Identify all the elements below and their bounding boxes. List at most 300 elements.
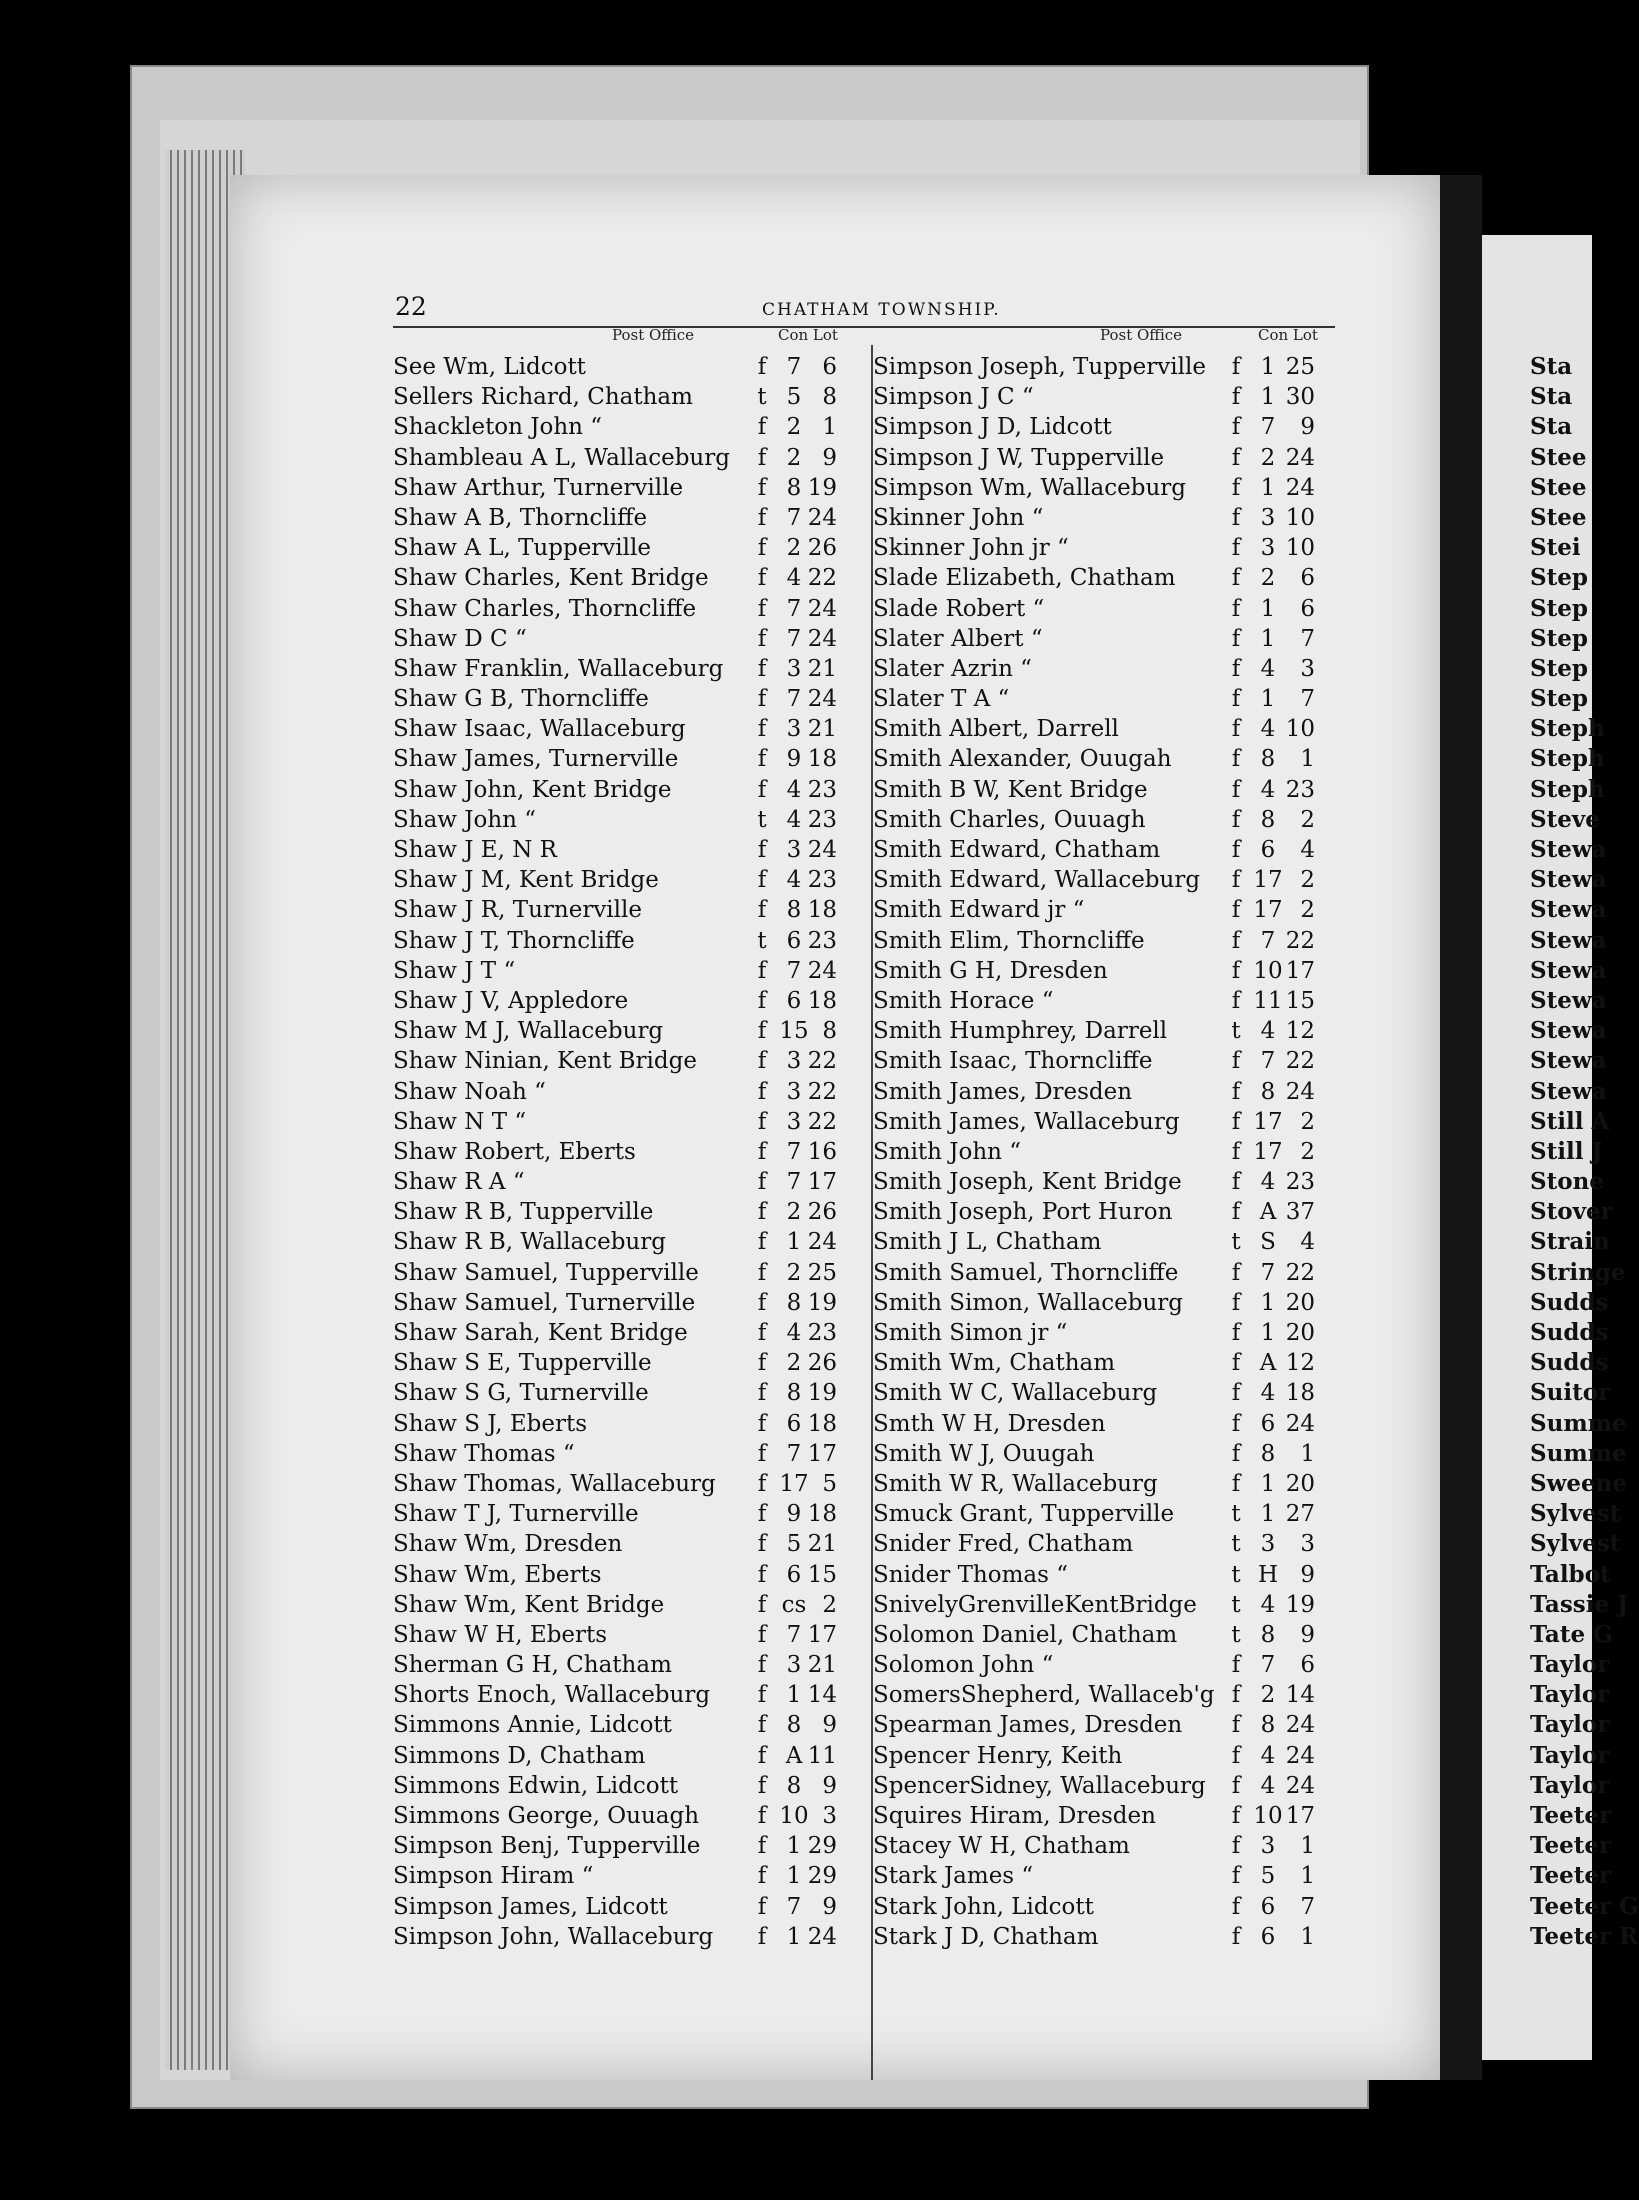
entry-lot: 24 (807, 595, 837, 622)
entry-lot: 20 (1285, 1470, 1315, 1497)
facing-page-fragment: Step (1530, 594, 1588, 622)
entry-lot: 11 (807, 1742, 837, 1769)
directory-entry (873, 1892, 1333, 1922)
facing-page-fragment: Taylor (1530, 1681, 1610, 1709)
entry-lot: 23 (807, 1320, 837, 1346)
entry-con: 2 (786, 1350, 802, 1377)
entry-con: 8 (1260, 1621, 1276, 1648)
entry-type: f (1231, 625, 1241, 652)
entry-name: Smith Simon, Wallaceburg (873, 1289, 1184, 1316)
entry-lot: 1 (1300, 1923, 1315, 1950)
directory-entry (873, 1077, 1333, 1107)
entry-lot: 22 (807, 1108, 837, 1135)
directory-entry (873, 684, 1333, 714)
entry-type: f (1231, 686, 1241, 713)
directory-entry (393, 1710, 871, 1740)
entry-con: 7 (786, 1138, 802, 1165)
entry-type: f (1231, 776, 1241, 803)
entry-name: Smith W J, Ouugah (873, 1440, 1095, 1467)
entry-name: Smith Joseph, Kent Bridge (873, 1169, 1182, 1196)
entry-con: 7 (1260, 1259, 1276, 1286)
entry-type: f (1231, 806, 1241, 833)
entry-name: Shaw Arthur, Turnerville (393, 474, 684, 501)
entry-con: 8 (1260, 806, 1276, 833)
entry-con: 15 (779, 1018, 809, 1045)
facing-page-fragment: Strain (1530, 1228, 1610, 1256)
entry-con: 7 (786, 1440, 802, 1467)
facing-page-fragment: Stewa (1530, 956, 1607, 984)
entry-type: t (757, 384, 767, 411)
facing-page-fragment: Stee (1530, 443, 1587, 471)
entry-type: f (1231, 1470, 1241, 1497)
directory-entry (873, 473, 1333, 503)
entry-name: Smith J L, Chatham (873, 1229, 1102, 1256)
directory-entry (393, 352, 871, 382)
entry-name: Shaw A B, Thorncliffe (393, 504, 648, 531)
entry-type: f (757, 1018, 767, 1045)
entry-type: f (757, 1803, 767, 1829)
entry-name: Sherman G H, Chatham (393, 1652, 672, 1679)
entry-lot: 21 (807, 1531, 837, 1558)
entry-name: Shaw Charles, Kent Bridge (393, 565, 709, 592)
entry-type: f (1231, 987, 1241, 1014)
directory-entry (873, 1318, 1333, 1348)
entry-lot: 25 (1285, 354, 1315, 380)
entry-con: 7 (1260, 927, 1276, 954)
entry-type: f (757, 1712, 767, 1739)
entry-lot: 26 (807, 535, 837, 562)
entry-lot: 12 (1285, 1018, 1315, 1045)
directory-entry (393, 1077, 871, 1107)
directory-entry (393, 1499, 871, 1529)
entry-con: 17 (1253, 867, 1283, 894)
entry-type: f (757, 987, 767, 1014)
facing-page-fragment: Step (1530, 624, 1588, 652)
directory-entry (393, 594, 871, 624)
entry-name: Shaw S G, Turnerville (393, 1380, 649, 1407)
entry-con: 4 (1260, 1772, 1276, 1799)
directory-entry (873, 1348, 1333, 1378)
entry-lot: 30 (1285, 384, 1315, 411)
entry-name: Smith Wm, Chatham (873, 1350, 1116, 1377)
entry-con: H (1257, 1561, 1279, 1588)
entry-type: f (757, 716, 767, 743)
entry-con: cs (781, 1591, 807, 1618)
entry-name: Shaw Thomas, Wallaceburg (393, 1470, 716, 1497)
entry-con: 3 (786, 716, 802, 743)
entry-type: f (757, 625, 767, 652)
entry-lot: 22 (1285, 927, 1315, 954)
directory-entry (873, 352, 1333, 382)
entry-con: 4 (1260, 1169, 1276, 1196)
entry-type: f (1231, 1289, 1241, 1316)
entry-con: 7 (1260, 414, 1276, 441)
directory-entry (873, 1227, 1333, 1257)
entry-type: f (757, 1108, 767, 1135)
entry-name: Shaw Robert, Eberts (393, 1138, 636, 1165)
entry-name: Smith Isaac, Thorncliffe (873, 1048, 1153, 1075)
entry-con: 1 (1260, 595, 1276, 622)
entry-type: t (1231, 1621, 1241, 1648)
entry-lot: 18 (807, 1410, 837, 1437)
entry-name: Simpson J C “ (873, 384, 1034, 411)
entry-type: f (1231, 1863, 1241, 1890)
entry-type: t (1231, 1561, 1241, 1588)
facing-page-fragment: Sta (1530, 383, 1573, 411)
directory-entry (873, 1771, 1333, 1801)
entry-lot: 2 (1300, 867, 1315, 894)
entry-type: f (757, 1531, 767, 1558)
entry-con: 17 (779, 1470, 809, 1497)
entry-name: Shaw T J, Turnerville (393, 1501, 639, 1528)
directory-entry (393, 1560, 871, 1590)
entry-lot: 21 (807, 1652, 837, 1679)
directory-entry (873, 744, 1333, 774)
directory-entry (393, 714, 871, 744)
facing-page-fragment: Tate G (1530, 1620, 1613, 1648)
directory-entry (393, 1137, 871, 1167)
entry-lot: 6 (1300, 1652, 1315, 1679)
directory-entry (393, 382, 871, 412)
entry-type: f (757, 474, 767, 501)
entry-lot: 19 (1285, 1591, 1315, 1618)
entry-type: t (1231, 1501, 1241, 1528)
entry-con: 1 (786, 1833, 802, 1860)
facing-page-fragment: Teeter (1530, 1832, 1612, 1860)
entry-lot: 23 (807, 806, 837, 833)
entry-lot: 23 (1285, 1169, 1315, 1196)
entry-type: f (757, 1621, 767, 1648)
directory-entry (873, 1922, 1333, 1952)
directory-entry (393, 563, 871, 593)
entry-type: t (1231, 1591, 1241, 1618)
entry-type: f (1231, 384, 1241, 411)
entry-lot: 14 (1285, 1682, 1315, 1709)
entry-type: f (1231, 354, 1241, 380)
entry-lot: 2 (1300, 1108, 1315, 1135)
entry-con: 6 (786, 987, 802, 1014)
entry-con: 17 (1253, 1138, 1283, 1165)
entry-con: 1 (786, 1863, 802, 1890)
facing-page-fragment: Taylor (1530, 1651, 1610, 1679)
entry-type: f (757, 837, 767, 863)
entry-lot: 18 (1285, 1380, 1315, 1407)
directory-entry (873, 775, 1333, 805)
entry-lot: 2 (1300, 806, 1315, 833)
facing-page-fragment: Sylvest (1530, 1500, 1621, 1528)
directory-entry (873, 412, 1333, 442)
entry-type: t (757, 806, 767, 833)
entry-lot: 10 (1285, 504, 1315, 531)
entry-con: 7 (786, 504, 802, 531)
entry-name: Spencer Henry, Keith (873, 1742, 1123, 1769)
entry-type: f (1231, 474, 1241, 501)
entry-lot: 15 (807, 1561, 837, 1588)
entry-con: 2 (1260, 1682, 1276, 1709)
facing-page-fragment: Step (1530, 654, 1588, 682)
directory-entry (393, 412, 871, 442)
entry-type: f (1231, 1440, 1241, 1467)
entry-lot: 1 (822, 414, 837, 441)
directory-entry (873, 956, 1333, 986)
directory-entry (873, 1439, 1333, 1469)
directory-entry (873, 1831, 1333, 1861)
entry-type: f (757, 354, 767, 380)
entry-type: f (757, 1078, 767, 1105)
entry-name: Sellers Richard, Chatham (393, 384, 693, 411)
directory-entry (873, 1801, 1333, 1831)
directory-entry (873, 895, 1333, 925)
facing-page-fragment: Step (1530, 685, 1588, 713)
directory-entry (393, 956, 871, 986)
facing-page-fragment: Sudds (1530, 1288, 1609, 1316)
entry-type: f (1231, 716, 1241, 743)
entry-name: Smith Edward jr “ (873, 897, 1085, 924)
directory-entry (393, 865, 871, 895)
entry-name: Smith Humphrey, Darrell (873, 1018, 1168, 1045)
facing-page-fragment: Stone (1530, 1168, 1604, 1196)
entry-name: Shaw Charles, Thorncliffe (393, 595, 697, 622)
entry-lot: 26 (807, 1350, 837, 1377)
entry-con: 8 (786, 474, 802, 501)
entry-type: f (757, 1501, 767, 1528)
entry-type: f (757, 1048, 767, 1075)
entry-lot: 19 (807, 1289, 837, 1316)
entry-lot: 21 (807, 716, 837, 743)
directory-entry (873, 835, 1333, 865)
entry-name: Squires Hiram, Dresden (873, 1803, 1156, 1829)
entry-con: 7 (786, 625, 802, 652)
entry-name: Shaw John, Kent Bridge (393, 776, 672, 803)
entry-name: Smith Simon jr “ (873, 1320, 1068, 1346)
directory-entry (873, 1409, 1333, 1439)
entry-lot: 19 (807, 1380, 837, 1407)
facing-page-fragment: Taylor (1530, 1711, 1610, 1739)
entry-type: f (757, 1833, 767, 1860)
entry-lot: 37 (1285, 1199, 1315, 1226)
directory-entry (873, 624, 1333, 654)
entry-name: Smith Edward, Wallaceburg (873, 867, 1201, 894)
entry-name: Smuck Grant, Tupperville (873, 1501, 1175, 1528)
entry-con: 4 (1260, 776, 1276, 803)
entry-lot: 6 (1300, 565, 1315, 592)
entry-name: Simmons Edwin, Lidcott (393, 1772, 679, 1799)
entry-type: f (757, 1561, 767, 1588)
entry-type: f (757, 1470, 767, 1497)
entry-type: f (757, 565, 767, 592)
entry-con: 2 (786, 535, 802, 562)
entry-lot: 29 (807, 1863, 837, 1890)
entry-con: 4 (1260, 1742, 1276, 1769)
entry-lot: 22 (807, 565, 837, 592)
entry-type: f (1231, 535, 1241, 562)
entry-type: f (757, 897, 767, 924)
directory-entry (393, 1167, 871, 1197)
entry-name: Spearman James, Dresden (873, 1712, 1183, 1739)
entry-type: f (1231, 1923, 1241, 1950)
entry-name: Simpson Hiram “ (393, 1863, 594, 1890)
entry-lot: 3 (822, 1803, 837, 1829)
entry-lot: 22 (807, 1078, 837, 1105)
entry-name: Simpson James, Lidcott (393, 1893, 668, 1920)
directory-entry (393, 533, 871, 563)
directory-entry (873, 1469, 1333, 1499)
directory-entry (873, 1046, 1333, 1076)
entry-lot: 17 (807, 1621, 837, 1648)
entry-type: f (1231, 1380, 1241, 1407)
facing-page-fragment: Stewa (1530, 1077, 1607, 1105)
entry-type: f (757, 686, 767, 713)
entry-name: Shaw M J, Wallaceburg (393, 1018, 664, 1045)
entry-type: f (757, 444, 767, 471)
directory-entry (873, 1499, 1333, 1529)
directory-entry (393, 1861, 871, 1891)
entry-con: 3 (1260, 535, 1276, 562)
entry-type: f (1231, 1138, 1241, 1165)
directory-entry (393, 1771, 871, 1801)
entry-name: Simpson J W, Tupperville (873, 444, 1165, 471)
entry-lot: 24 (1285, 1742, 1315, 1769)
entry-lot: 24 (807, 686, 837, 713)
entry-name: Shaw S E, Tupperville (393, 1350, 652, 1377)
entry-type: f (757, 867, 767, 894)
entry-name: Smith Elim, Thorncliffe (873, 927, 1145, 954)
entry-name: Smith B W, Kent Bridge (873, 776, 1148, 803)
facing-page-fragment: Summe (1530, 1409, 1627, 1437)
entry-type: f (1231, 746, 1241, 773)
entry-con: 1 (1260, 354, 1276, 380)
entry-name: Smith G H, Dresden (873, 957, 1108, 984)
entry-con: 7 (1260, 1048, 1276, 1075)
entry-lot: 10 (1285, 716, 1315, 743)
entry-con: 3 (786, 837, 802, 863)
entry-name: Skinner John “ (873, 504, 1044, 531)
entry-name: Smith Joseph, Port Huron (873, 1199, 1173, 1226)
entry-con: 1 (1260, 1320, 1276, 1346)
entry-con: S (1260, 1229, 1276, 1256)
entry-name: Simmons Annie, Lidcott (393, 1712, 672, 1739)
entry-lot: 23 (807, 927, 837, 954)
entry-con: 7 (786, 1621, 802, 1648)
directory-entry (873, 594, 1333, 624)
facing-page-fragment: Summe (1530, 1439, 1627, 1467)
entry-name: Shaw Samuel, Turnerville (393, 1289, 696, 1316)
entry-type: f (1231, 867, 1241, 894)
directory-entry (393, 744, 871, 774)
entry-type: f (757, 595, 767, 622)
entry-type: f (1231, 1893, 1241, 1920)
entry-lot: 9 (1300, 1561, 1315, 1588)
facing-page-fragment: Sta (1530, 353, 1573, 380)
entry-name: Shaw J E, N R (393, 837, 557, 863)
directory-entry (393, 1107, 871, 1137)
entry-lot: 12 (1285, 1350, 1315, 1377)
entry-con: 1 (1260, 474, 1276, 501)
entry-name: SnivelyGrenvilleKentBridge (873, 1591, 1197, 1618)
entry-type: f (757, 1863, 767, 1890)
directory-entry (873, 805, 1333, 835)
entry-name: Simpson Joseph, Tupperville (873, 354, 1206, 380)
directory-entry (393, 1046, 871, 1076)
entry-con: A (785, 1742, 803, 1769)
entry-lot: 10 (1285, 535, 1315, 562)
entry-type: f (757, 1410, 767, 1437)
facing-page-fragment: Stee (1530, 503, 1587, 531)
directory-entry (393, 775, 871, 805)
entry-con: 11 (1253, 987, 1283, 1014)
entry-type: f (757, 1923, 767, 1950)
entry-type: f (757, 535, 767, 562)
entry-type: f (1231, 444, 1241, 471)
entry-name: Shaw Franklin, Wallaceburg (393, 655, 724, 682)
directory-entry (873, 1107, 1333, 1137)
entry-type: f (1231, 655, 1241, 682)
directory-entry (393, 1650, 871, 1680)
entry-name: Shaw James, Turnerville (393, 746, 679, 773)
entry-lot: 1 (1300, 1863, 1315, 1890)
entry-type: f (1231, 1833, 1241, 1860)
entry-lot: 24 (807, 957, 837, 984)
entry-name: Smith W R, Wallaceburg (873, 1470, 1158, 1497)
entry-type: f (1231, 1259, 1241, 1286)
facing-page-fragment: Stewa (1530, 896, 1607, 924)
directory-entry (393, 895, 871, 925)
entry-name: Shaw W H, Eberts (393, 1621, 608, 1648)
directory-entry (873, 443, 1333, 473)
entry-con: 5 (786, 384, 802, 411)
entry-name: Shaw John “ (393, 806, 537, 833)
entry-lot: 9 (1300, 1621, 1315, 1648)
facing-page-fragment: Stewa (1530, 986, 1607, 1014)
entry-con: 6 (1260, 1923, 1276, 1950)
entry-con: 6 (786, 1410, 802, 1437)
facing-page-fragment: Steph (1530, 745, 1605, 773)
entry-lot: 9 (822, 1772, 837, 1799)
entry-con: 8 (1260, 1078, 1276, 1105)
entry-name: Shaw Samuel, Tupperville (393, 1259, 699, 1286)
entry-name: Slade Elizabeth, Chatham (873, 565, 1176, 592)
entry-name: Shackleton John “ (393, 414, 603, 441)
entry-lot: 2 (1300, 1138, 1315, 1165)
directory-entry (393, 1227, 871, 1257)
entry-name: Shaw Wm, Eberts (393, 1561, 602, 1588)
entry-lot: 6 (1300, 595, 1315, 622)
entry-type: f (1231, 897, 1241, 924)
entry-type: f (757, 1893, 767, 1920)
directory-entry (393, 624, 871, 654)
entry-con: 1 (1260, 625, 1276, 652)
entry-con: 7 (786, 1169, 802, 1196)
entry-name: Shaw J T “ (393, 957, 516, 984)
facing-page-fragment: Sta (1530, 413, 1573, 441)
facing-page-fragment: Step (1530, 564, 1588, 592)
entry-type: f (757, 1289, 767, 1316)
directory-entry (393, 1288, 871, 1318)
entry-lot: 17 (1285, 1803, 1315, 1829)
entry-type: t (1231, 1229, 1241, 1256)
directory-entry (393, 1318, 871, 1348)
entry-lot: 1 (1300, 1440, 1315, 1467)
entry-type: f (757, 504, 767, 531)
entry-con: 2 (1260, 565, 1276, 592)
entry-type: f (1231, 837, 1241, 863)
entry-name: Simmons George, Ouuagh (393, 1803, 700, 1829)
entry-type: f (757, 1772, 767, 1799)
entry-con: 3 (786, 1078, 802, 1105)
directory-entry (393, 1680, 871, 1710)
entry-lot: 16 (807, 1138, 837, 1165)
entry-type: f (757, 1591, 767, 1618)
